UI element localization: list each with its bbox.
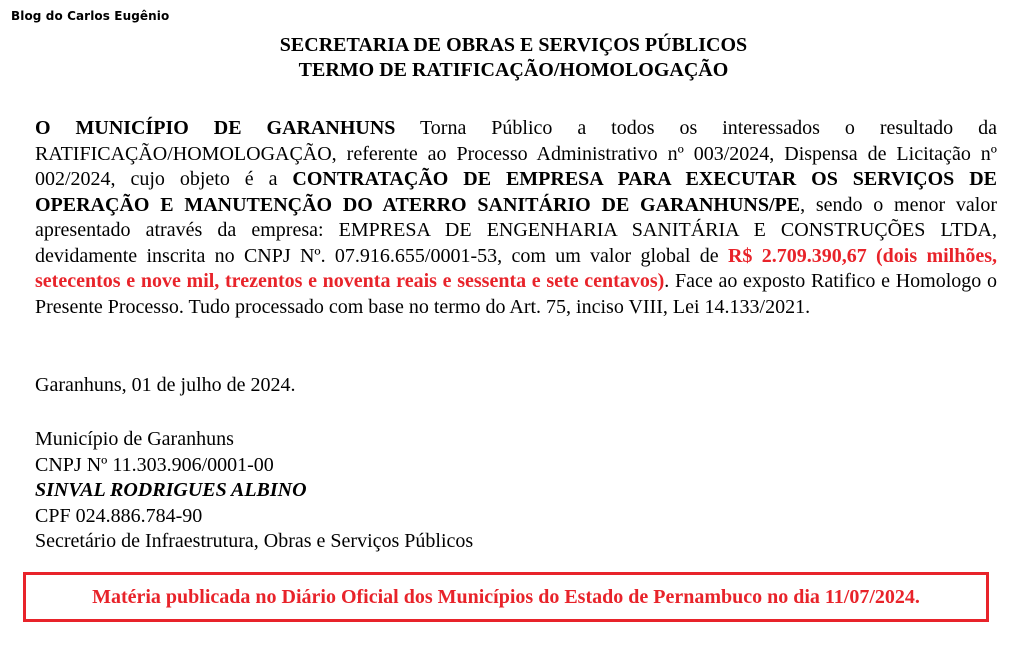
signature-cnpj: CNPJ Nº 11.303.906/0001-00	[35, 453, 274, 476]
signatory-name: SINVAL RODRIGUES ALBINO	[35, 479, 307, 501]
paragraph-text-intro: Torna Público a todos os interessados o resultado da RATIFICAÇÃO/HOMOLOGAÇÃO, referente ao Processo Administrativo nº 003/2024, Dispensa de Licitação nº 002/2024, cujo objeto é a	[35, 117, 997, 190]
dateline: Garanhuns, 01 de julho de 2024.	[35, 374, 296, 396]
blog-watermark-label: Blog do Carlos Eugênio	[11, 9, 170, 23]
signature-entity: Município de Garanhuns	[35, 428, 234, 450]
global-value-amount: R$ 2.709.390,67 (dois milhões, setecentos e nove mil, trezentos e noventa reais e sessenta e sete centavos)	[35, 244, 998, 292]
paragraph-text-company: , sendo o menor valor apresentado através da empresa: EMPRESA DE ENGENHARIA SANITÁRIA E CONSTRUÇÕES LTDA, devidamente inscrita no CNPJ Nº. 07.916.655/0001-53, com um valor global de	[35, 193, 997, 267]
paragraph-text-closing: . Face ao exposto Ratifico e Homologo o Presente Processo. Tudo processado com base no termo do Art. 75, inciso VIII, Lei 14.133/2021.	[35, 270, 997, 318]
signature-block	[35, 427, 473, 555]
municipality-name: O MUNICÍPIO DE GARANHUNS	[35, 117, 396, 139]
publication-notice: Matéria publicada no Diário Oficial dos Municípios do Estado de Pernambuco no dia 11/07/2024.	[23, 572, 989, 622]
ratification-paragraph	[35, 116, 997, 320]
document-header	[0, 33, 1027, 83]
contract-object: CONTRATAÇÃO DE EMPRESA PARA EXECUTAR OS SERVIÇOS DE OPERAÇÃO E MANUTENÇÃO DO ATERRO SANITÁRIO DE GARANHUNS/PE	[35, 168, 998, 216]
header-secretariat: SECRETARIA DE OBRAS E SERVIÇOS PÚBLICOS	[279, 34, 748, 56]
signatory-cpf: CPF 024.886.784-90	[35, 504, 203, 527]
signatory-role: Secretário de Infraestrutura, Obras e Serviços Públicos	[35, 530, 474, 552]
header-term-title: TERMO DE RATIFICAÇÃO/HOMOLOGAÇÃO	[298, 59, 729, 81]
